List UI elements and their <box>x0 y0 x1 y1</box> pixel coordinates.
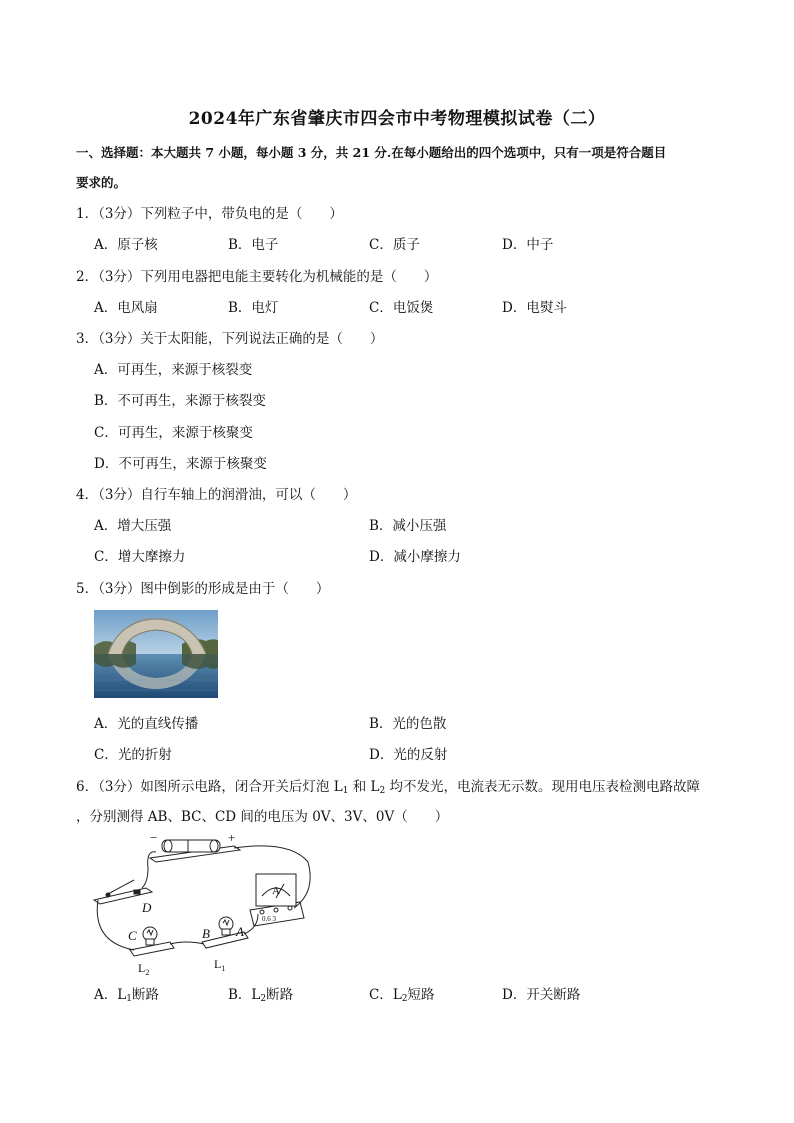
point-d-label: D <box>142 900 152 915</box>
q5-option-c[interactable]: C．光的折射 <box>94 747 172 763</box>
q3-option-a[interactable]: A．可再生，来源于核裂变 <box>94 362 253 378</box>
point-c-label: C <box>128 928 137 943</box>
q6-option-c[interactable]: C．$L_2$短路 <box>369 987 435 1004</box>
bridge-reflection-photo <box>94 610 218 698</box>
section-instructions <box>76 138 726 198</box>
q1-option-b[interactable]: B．电子 <box>228 237 279 253</box>
q1-option-a[interactable]: A．原子核 <box>94 237 158 253</box>
battery-plus-label: + <box>228 832 236 845</box>
battery-minus-label: − <box>150 832 158 845</box>
bulb-l2-label: $L_2$ <box>138 961 150 977</box>
q3-option-d[interactable]: D．不可再生，来源于核聚变 <box>94 456 267 472</box>
q3-option-c[interactable]: C．可再生，来源于核聚变 <box>94 425 253 441</box>
q2-option-a[interactable]: A．电风扇 <box>94 300 158 316</box>
q6-option-b[interactable]: B．$L_2$断路 <box>228 987 294 1004</box>
ammeter-scale: 0.6 3 <box>262 915 276 923</box>
q2-option-b[interactable]: B．电灯 <box>228 300 279 316</box>
q6-option-d[interactable]: D．开关断路 <box>502 987 581 1003</box>
q1-option-c[interactable]: C．质子 <box>369 237 420 253</box>
q4-option-c[interactable]: C．增大摩擦力 <box>94 549 186 565</box>
section-line-2: 要求的。 <box>76 175 127 190</box>
q2-option-c[interactable]: C．电饭煲 <box>369 300 434 316</box>
question-4-stem: 4．（3分）自行车轴上的润滑油，可以（ ） <box>76 487 357 503</box>
q4-option-b[interactable]: B．减小压强 <box>369 518 447 534</box>
question-6-stem-line2: ，分别测得 AB、BC、CD 间的电压为 0V、3V、0V（ ） <box>76 809 449 825</box>
q5-option-a[interactable]: A．光的直线传播 <box>94 716 199 732</box>
q5-option-d[interactable]: D．光的反射 <box>369 747 448 763</box>
q2-option-d[interactable]: D．电熨斗 <box>502 300 567 316</box>
bulb-l1-label: $L_1$ <box>214 957 226 973</box>
q4-option-a[interactable]: A．增大压强 <box>94 518 172 534</box>
section-line-1: 一、选择题：本大题共 7 小题，每小题 3 分，共 21 分.在每小题给出的四个选项中，只有一项是符合题目 <box>76 145 667 160</box>
question-3-stem: 3．（3分）关于太阳能，下列说法正确的是（ ） <box>76 331 384 347</box>
exam-title: 2024年广东省肇庆市四会市中考物理模拟试卷（二） <box>188 109 606 129</box>
ammeter-label: A <box>272 885 280 897</box>
q6-option-a[interactable]: A．$L_1$断路 <box>94 987 159 1004</box>
q4-option-d[interactable]: D．减小摩擦力 <box>369 549 461 565</box>
question-6-stem: 6．（3分）如图所示电路，闭合开关后灯泡 $L_1$ 和 $L_2$ 均不发光，电流表无示数。现用电压表检测电路故障 <box>76 779 701 796</box>
point-a-label: A <box>236 924 244 939</box>
question-5-stem: 5．（3分）图中倒影的形成是由于（ ） <box>76 581 330 597</box>
q5-option-b[interactable]: B．光的色散 <box>369 716 447 732</box>
point-b-label: B <box>202 926 210 941</box>
q1-option-d[interactable]: D．中子 <box>502 237 554 253</box>
circuit-diagram <box>90 832 330 978</box>
question-2-stem: 2．（3分）下列用电器把电能主要转化为机械能的是（ ） <box>76 269 438 285</box>
q3-option-b[interactable]: B．不可再生，来源于核裂变 <box>94 393 266 409</box>
question-1-stem: 1．（3分）下列粒子中，带负电的是（ ） <box>76 206 343 222</box>
